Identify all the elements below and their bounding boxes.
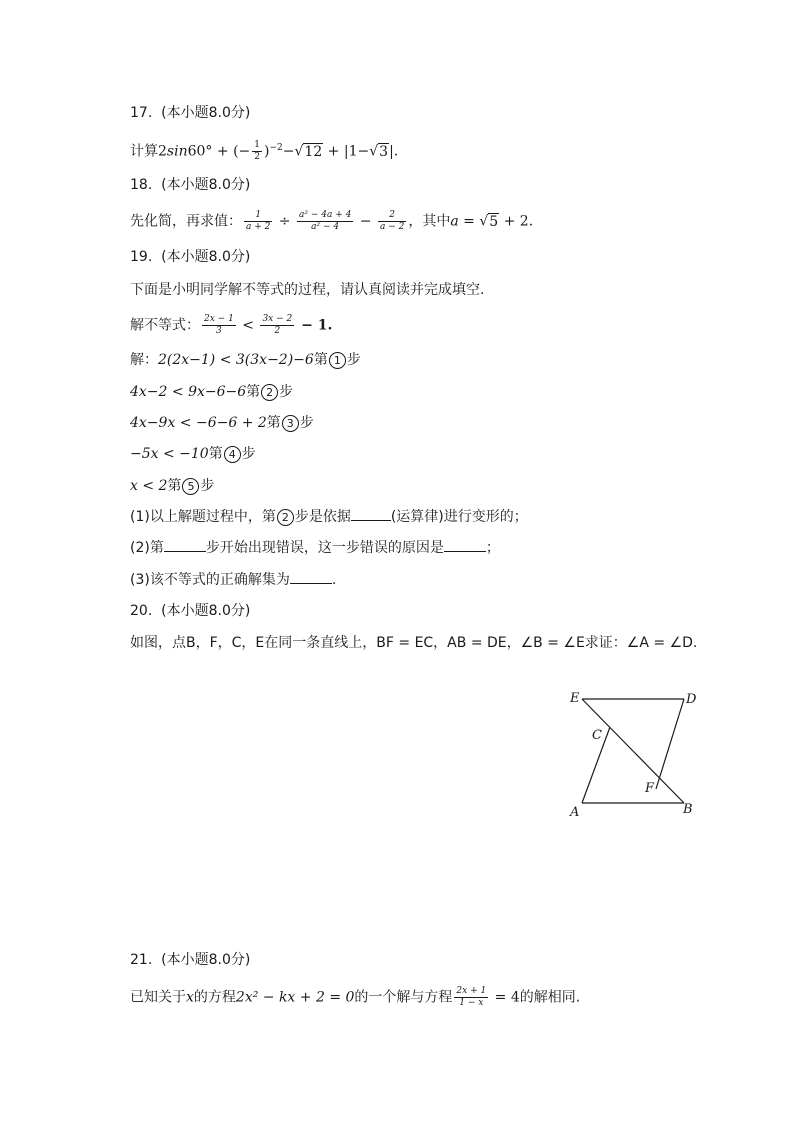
q17-frac-num: 1 — [254, 140, 260, 151]
q19-step-2 — [130, 382, 293, 402]
q17-paren-close: ) — [264, 143, 270, 160]
q18-f2-num: a² − 4a + 4 — [299, 210, 352, 220]
q18-var: a — [450, 213, 459, 230]
label-D: D — [686, 692, 697, 707]
step-expr: 4x−2 < 9x−6−6 — [130, 384, 247, 400]
q18-tail: + 2. — [499, 213, 534, 230]
q17-header: 17. (本小题8.0分) — [130, 105, 251, 121]
step-pre: 第 — [266, 415, 281, 431]
step-number-circle: 1 — [329, 352, 346, 369]
q21-equation-1: 2x² − kx + 2 = 0 — [235, 989, 355, 1006]
step-number-circle: 2 — [261, 384, 278, 401]
q19-step-5 — [130, 476, 214, 496]
q18-f1-den: a + 2 — [246, 222, 271, 232]
q17-frac-den: 2 — [254, 152, 260, 163]
q17-end: |. — [389, 143, 399, 160]
segment-DF — [656, 699, 684, 789]
label-A: A — [570, 805, 580, 820]
q19-intro: 下面是小明同学解不等式的过程，请认真阅读并完成填空. — [130, 282, 485, 298]
step-post: 步 — [299, 415, 314, 431]
sub1-step-circle: 2 — [277, 509, 294, 526]
q17-exponent: −2 — [269, 143, 283, 153]
q19-step-4 — [130, 444, 256, 464]
q21-text-d: 的解相同. — [519, 989, 581, 1006]
q18-f1-num: 1 — [244, 210, 272, 222]
q17-prefix: 计算 — [130, 143, 158, 160]
q20-text: 如图，点B，F，C，E在同一条直线上，BF = EC，AB = DE，∠B = ∠E求证：∠A = ∠D. — [130, 635, 698, 651]
label-C: C — [592, 728, 602, 743]
q18-eq: = — [458, 213, 480, 230]
q17-radicand-12: 12 — [304, 143, 323, 160]
sub1-text-a: (1)以上解题过程中，第 — [130, 509, 276, 525]
step-pre: 第 — [167, 478, 182, 494]
q19-step-1 — [130, 350, 361, 370]
step-pre: 第 — [246, 384, 261, 400]
sub2-text-b: 步开始出现错误，这一步错误的原因是 — [205, 540, 444, 556]
q19-solve-prefix: 解不等式： — [130, 317, 200, 334]
step-post: 步 — [200, 478, 215, 494]
q18-fraction-1 — [244, 210, 272, 233]
step-pre: 第 — [208, 446, 223, 462]
sub2-text-a: (2)第 — [130, 540, 164, 556]
q18-header: 18. (本小题8.0分) — [130, 177, 251, 193]
q17-minus1: − — [282, 143, 295, 160]
q18-sqrt-5: √5 — [479, 213, 499, 230]
q18-minus: − — [355, 213, 376, 230]
step-expr: x < 2 — [130, 478, 168, 494]
sub2-reason-blank[interactable] — [444, 551, 486, 552]
q18-expression — [130, 210, 533, 233]
q19-lt: < — [237, 317, 259, 334]
q19-f2-num: 3x − 2 — [262, 314, 293, 324]
q17-sin: sin — [166, 143, 188, 160]
q19-solve-tail: − 1. — [296, 317, 333, 334]
step-number-circle: 3 — [282, 415, 299, 432]
q18-fraction-2 — [297, 210, 353, 233]
q21-text-b: 的方程 — [193, 989, 236, 1006]
step-number-circle: 4 — [224, 446, 241, 463]
q21-frac-den: 1 − x — [459, 998, 484, 1008]
q19-subquestion-2 — [130, 538, 500, 558]
q19-f2-den: 2 — [274, 326, 281, 336]
q21-fraction — [454, 986, 488, 1009]
segment-EB — [582, 699, 684, 803]
step-expr: −5x < −10 — [130, 446, 209, 462]
sub2-text-c: ； — [485, 540, 500, 556]
q18-mid: ，其中 — [408, 213, 451, 230]
geometry-figure — [560, 685, 710, 820]
step-number-circle: 5 — [182, 478, 199, 495]
q18-div: ÷ — [274, 213, 295, 230]
q19-fraction-1 — [202, 314, 236, 337]
q19-f1-num: 2x − 1 — [204, 314, 234, 324]
sub1-answer-blank[interactable] — [351, 520, 391, 521]
label-F: F — [645, 781, 655, 796]
sub3-answer-blank[interactable] — [290, 583, 332, 584]
q18-fraction-3 — [378, 210, 406, 233]
q21-header: 21. (本小题8.0分) — [130, 952, 251, 968]
q21-frac-num: 2x + 1 — [456, 986, 487, 996]
q18-radicand: 5 — [489, 213, 499, 230]
q17-sqrt-3: √3 — [369, 143, 389, 160]
q18-f3-num: 2 — [378, 210, 406, 222]
step-post: 步 — [346, 352, 361, 368]
label-E: E — [570, 691, 580, 706]
q17-angle: 60° — [187, 143, 213, 160]
step-expr: 4x−9x < −6−6 + 2 — [130, 415, 267, 431]
q18-prefix: 先化简，再求值： — [130, 213, 242, 230]
sub3-text-b: . — [331, 572, 337, 588]
q21-text-a: 已知关于 — [130, 989, 186, 1006]
q21-text — [130, 986, 580, 1009]
step-post: 步 — [279, 384, 294, 400]
q17-plus2: + |1− — [323, 143, 370, 160]
step-post: 步 — [241, 446, 256, 462]
q18-f3-den: a − 2 — [379, 222, 405, 232]
q19-step-3 — [130, 413, 314, 433]
q19-subquestion-3 — [130, 570, 336, 590]
q17-expression — [130, 138, 398, 163]
q17-fraction — [252, 140, 262, 163]
sub2-step-blank[interactable] — [164, 551, 206, 552]
q17-radicand-3: 3 — [379, 143, 389, 160]
q19-subquestion-1 — [130, 507, 528, 527]
label-B: B — [683, 802, 693, 817]
q19-inequality — [130, 314, 332, 337]
sub3-text-a: (3)该不等式的正确解集为 — [130, 572, 290, 588]
q19-fraction-2 — [260, 314, 294, 337]
q17-sqrt-12: √12 — [294, 143, 323, 160]
sub1-text-b: 步是依据 — [294, 509, 351, 525]
step-label: 解： — [130, 352, 158, 368]
q21-var-x: x — [186, 989, 194, 1006]
q19-f1-den: 3 — [216, 326, 222, 336]
q19-header: 19. (本小题8.0分) — [130, 249, 251, 265]
q18-f2-den: a² − 4 — [311, 222, 340, 232]
step-pre: 第 — [313, 352, 328, 368]
q17-plus1: + (− — [212, 143, 251, 160]
q20-header: 20. (本小题8.0分) — [130, 603, 251, 619]
q21-text-c: 的一个解与方程 — [354, 989, 453, 1006]
sub1-text-c: (运算律)进行变形的； — [390, 509, 528, 525]
step-expr: 2(2x−1) < 3(3x−2)−6 — [158, 352, 314, 368]
q21-equation-2: = 4 — [490, 989, 520, 1006]
q17-coef: 2 — [158, 143, 167, 160]
